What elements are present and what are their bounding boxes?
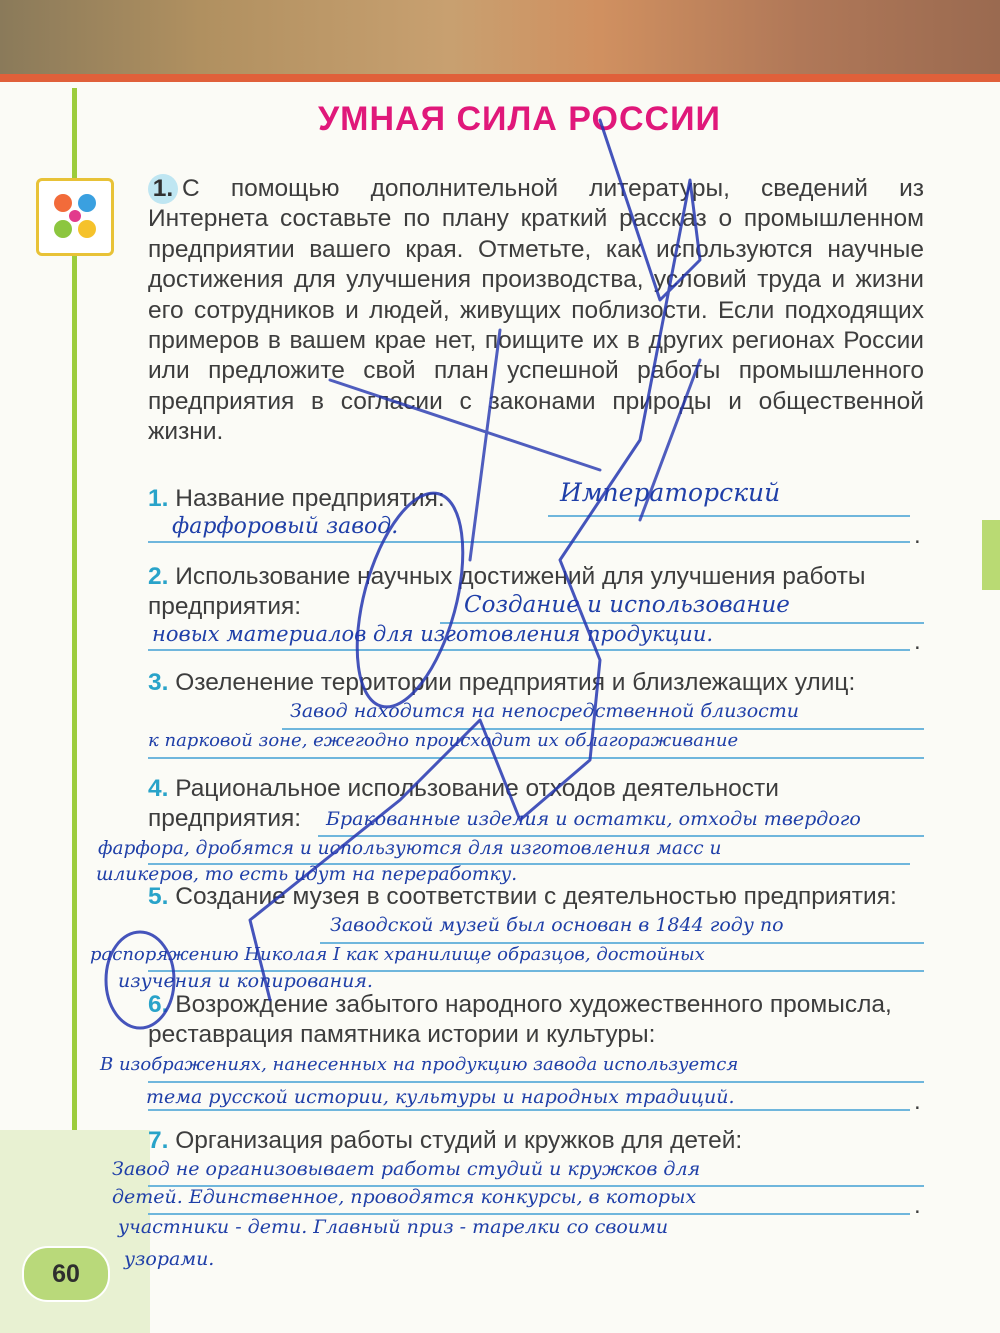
page-number: 60 xyxy=(22,1246,110,1302)
line-end-dot: . xyxy=(914,1192,921,1219)
item-label: Возрождение забытого народного художественного промысла, реставрация памятника истории и культуры: xyxy=(148,991,892,1049)
item-number: 5. xyxy=(148,883,169,910)
item-number: 2. xyxy=(148,563,169,590)
item-label: Рациональное использование отходов деятельности предприятия: xyxy=(148,775,779,833)
handwritten-answer: к парковой зоне, ежегодно происходит их облагораживание xyxy=(148,730,739,751)
task-number: 1. xyxy=(148,174,178,204)
task-body: С помощью дополнительной литературы, сведений из Интернета составьте по плану краткий рассказ о промышленном предприятии вашего края. Отметьте, как используются научные достижения для улучшения производства, условий труда и жизни его сотрудников и людей, живущих поблизости. Если подходящих примеров в вашем крае нет, поищите их в других регионах России или предложите свой план успешной работы промышленного предприятия в согласии с законами природы и общественной жизни. xyxy=(148,175,924,446)
item-label: Озеленение территории предприятия и близлежащих улиц: xyxy=(175,669,856,696)
item-number: 3. xyxy=(148,669,169,696)
item-number: 1. xyxy=(148,485,169,512)
handwritten-answer: Заводской музей был основан в 1844 году по xyxy=(330,914,784,936)
handwritten-answer: Завод находится на непосредственной близости xyxy=(290,700,800,722)
handwritten-answer: фарфоровый завод. xyxy=(172,514,399,539)
item-label: Организация работы студий и кружков для детей: xyxy=(175,1127,743,1154)
handwritten-answer: узорами. xyxy=(124,1248,215,1270)
line-end-dot: . xyxy=(914,522,921,549)
handwritten-answer: Императорский xyxy=(560,478,781,507)
handwritten-answer: участники - дети. Главный приз - тарелки со своими xyxy=(118,1216,669,1238)
handwritten-answer: детей. Единственное, проводятся конкурсы, в которых xyxy=(112,1186,697,1208)
line-end-dot: . xyxy=(914,628,921,655)
handwritten-answer: изучения и копирования. xyxy=(118,970,373,992)
handwritten-answer: фарфора, дробятся и используются для изготовления масс и xyxy=(98,838,722,859)
handwritten-answer: новых материалов для изготовления продукции. xyxy=(152,622,714,646)
handwritten-answer: тема русской истории, культуры и народных традиций. xyxy=(146,1086,735,1108)
handwritten-answer: Бракованные изделия и остатки, отходы твердого xyxy=(326,808,861,830)
handwritten-answer: Создание и использование xyxy=(464,592,790,618)
item-number: 4. xyxy=(148,775,169,802)
handwritten-answer: В изображениях, нанесенных на продукцию завода используется xyxy=(100,1054,739,1075)
item-label: Создание музея в соответствии с деятельностью предприятия: xyxy=(175,883,897,910)
page-title: УМНАЯ СИЛА РОССИИ xyxy=(318,100,721,138)
handwritten-answer: распоряжению Николая I как хранилище образцов, достойных xyxy=(90,944,705,965)
handwritten-answer: Завод не организовывает работы студий и кружков для xyxy=(112,1158,701,1180)
item-number: 6. xyxy=(148,991,169,1018)
item-label: Использование научных достижений для улучшения работы предприятия: xyxy=(148,563,866,621)
handwritten-answer: шликеров, то есть идут на переработку. xyxy=(96,864,518,885)
item-label: Название предприятия: xyxy=(175,485,445,512)
line-end-dot: . xyxy=(914,1088,921,1115)
item-number: 7. xyxy=(148,1127,169,1154)
